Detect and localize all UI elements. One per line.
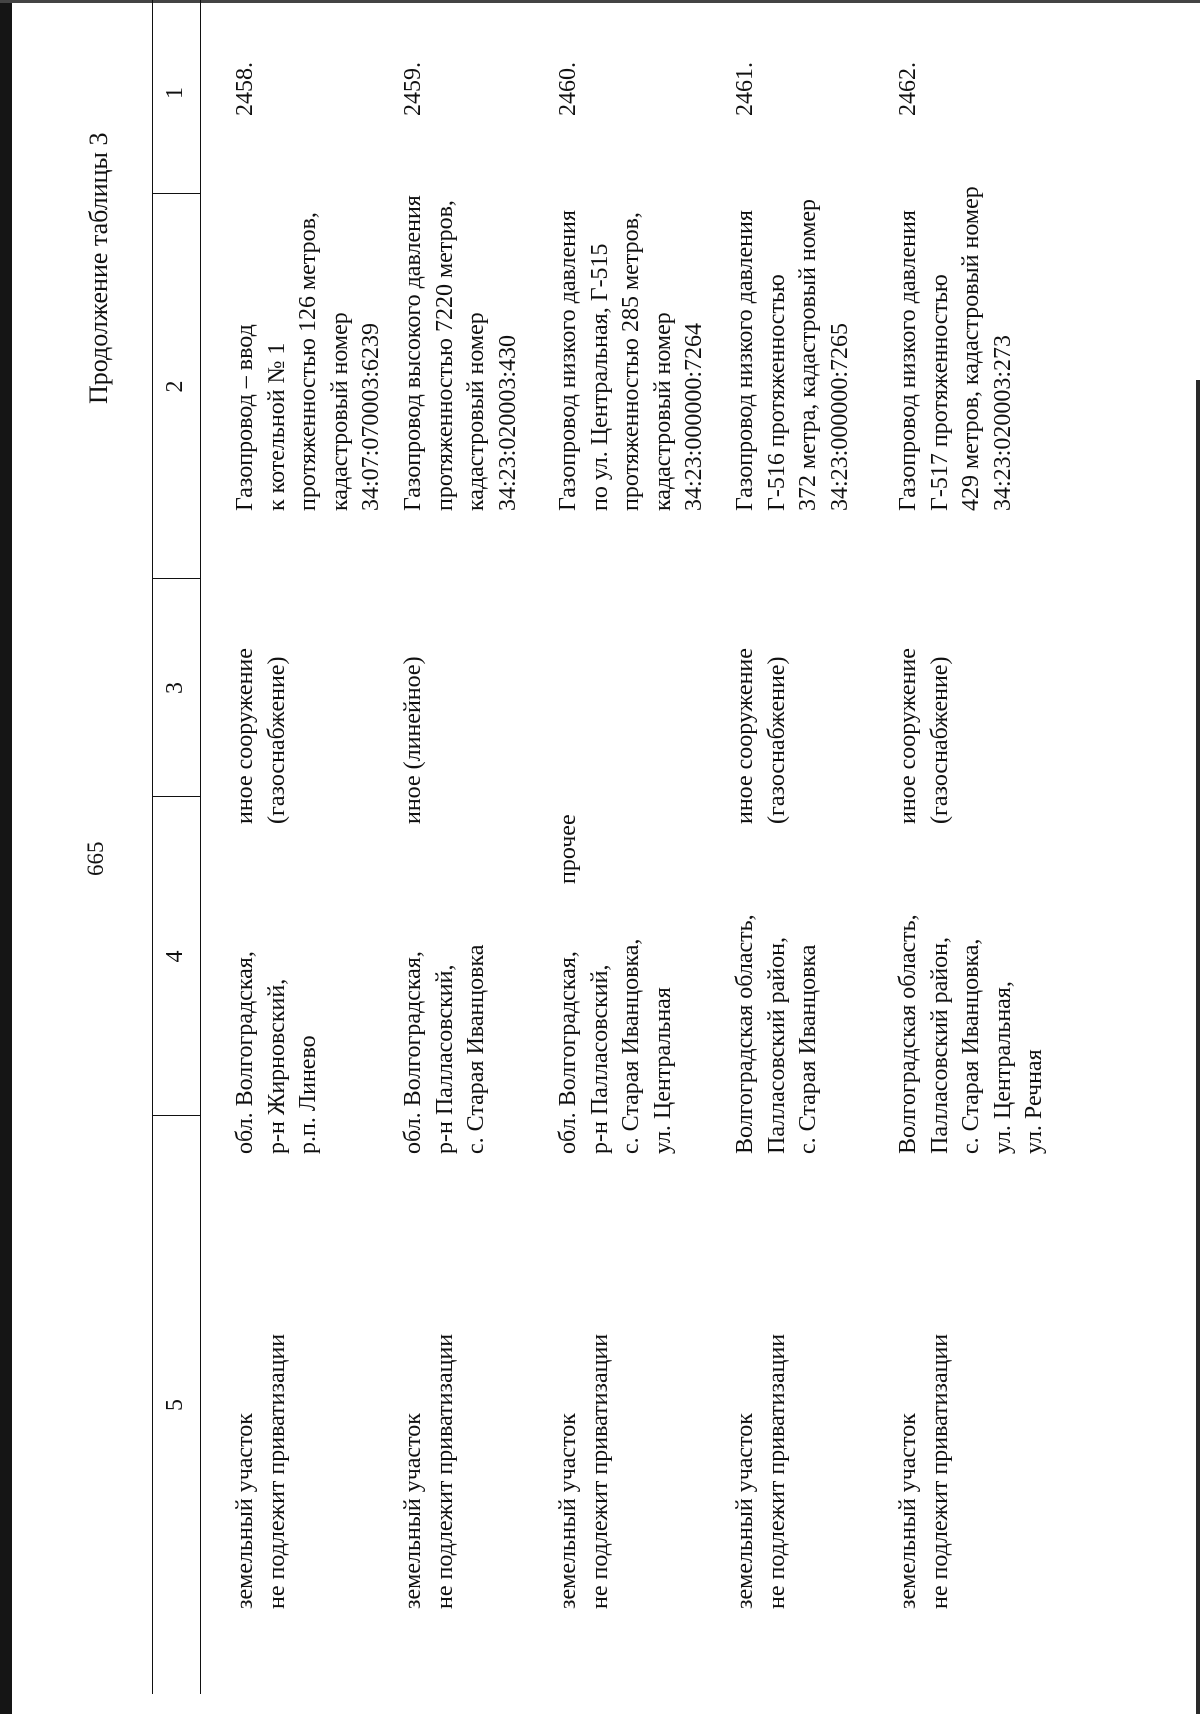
object-note: земельный участок не подлежит приватизации (400, 1333, 458, 1609)
row-number: 2462. (895, 62, 921, 116)
object-note: земельный участок не подлежит приватизации (232, 1333, 290, 1609)
column-header-3: 3 (162, 682, 188, 694)
column-header-1: 1 (162, 87, 188, 99)
object-note: земельный участок не подлежит приватизации (732, 1333, 790, 1609)
table-header-bottom-rule (200, 0, 201, 1694)
page-number: 665 (83, 841, 108, 876)
row-number: 2459. (400, 62, 426, 116)
object-name: Газопровод низкого давления Г-516 протяженностью 372 метра, кадастровый номер 34:23:000000:7265 (732, 198, 853, 511)
object-address: обл. Волгоградская, р-н Палласовский, с. Старая Иванцовка, ул. Центральная (555, 938, 676, 1154)
object-address: Волгоградская область, Палласовский район, с. Старая Иванцовка (732, 914, 821, 1154)
object-type: прочее (555, 814, 581, 884)
continuation-label: Продолжение таблицы 3 (84, 132, 113, 404)
object-address: обл. Волгоградская, р-н Жирновский, р.п. Линево (232, 951, 321, 1154)
column-header-5: 5 (162, 1399, 188, 1411)
object-type: иное сооружение (газоснабжение) (232, 648, 290, 824)
object-note: земельный участок не подлежит приватизации (895, 1333, 953, 1609)
row-number: 2461. (732, 62, 758, 116)
object-name: Газопровод высокого давления протяженностью 7220 метров, кадастровый номер 34:23:020003:430 (400, 195, 521, 511)
object-name: Газопровод – ввод к котельной № 1 протяженностью 126 метров, кадастровый номер 34:07:070003:6239 (232, 212, 384, 511)
object-type: иное сооружение (газоснабжение) (895, 648, 953, 824)
object-note: земельный участок не подлежит приватизации (555, 1333, 613, 1609)
table-header-top-rule (152, 0, 153, 1694)
column-header-4: 4 (162, 950, 188, 963)
row-number: 2460. (555, 62, 581, 116)
object-address: Волгоградская область, Палласовский район, с. Старая Иванцовка, ул. Центральная, ул. Речная (895, 914, 1047, 1154)
row-number: 2458. (232, 62, 258, 116)
object-address: обл. Волгоградская, р-н Палласовский, с. Старая Иванцовка (400, 944, 489, 1154)
object-name: Газопровод низкого давления по ул. Центральная, Г-515 протяженностью 285 метров, кадастровый номер 34:23:000000:7264 (555, 210, 707, 511)
object-type: иное (линейное) (400, 656, 426, 824)
object-name: Газопровод низкого давления Г-517 протяженностью 429 метров, кадастровый номер 34:23:020003:273 (895, 186, 1016, 511)
object-type: иное сооружение (газоснабжение) (732, 648, 790, 824)
column-header-2: 2 (162, 380, 188, 393)
